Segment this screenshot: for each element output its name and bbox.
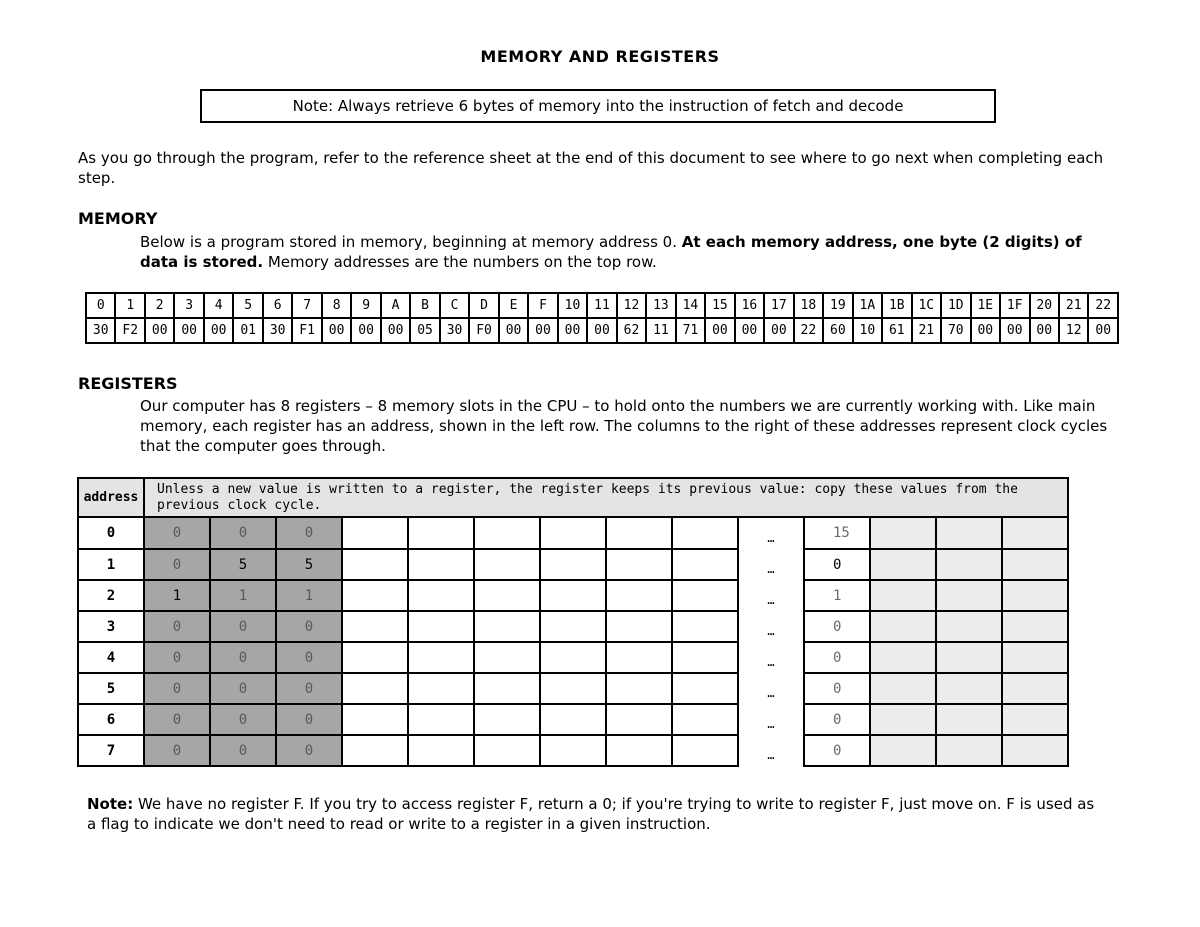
register-cycle-input[interactable] — [1002, 549, 1068, 580]
registers-table — [77, 477, 1069, 767]
register-cycle-input[interactable] — [1002, 642, 1068, 673]
register-cycle-input[interactable] — [474, 611, 540, 642]
memory-address-cell: 9 — [351, 293, 380, 318]
register-cycle-input[interactable] — [474, 642, 540, 673]
register-cycle-value: 0 — [276, 673, 342, 704]
fetch-note-box: Note: Always retrieve 6 bytes of memory into the instruction of fetch and decode — [200, 89, 996, 123]
register-cycle-input[interactable] — [342, 642, 408, 673]
memory-value-cell[interactable]: 00 — [1030, 318, 1059, 343]
register-cycle-value: 0 — [144, 517, 210, 549]
memory-value-cell[interactable]: 62 — [617, 318, 646, 343]
memory-address-cell: 4 — [204, 293, 233, 318]
memory-address-cell: 3 — [174, 293, 203, 318]
memory-address-cell: A — [381, 293, 410, 318]
register-f-note-text: We have no register F. If you try to access register F, return a 0; if you're trying to write to register F, just move on. F is used as a flag to indicate we don't need to read or write to a register in a given instruction. — [87, 795, 1095, 833]
register-cycle-input[interactable] — [474, 735, 540, 766]
memory-value-cell[interactable]: 12 — [1059, 318, 1088, 343]
memory-value-cell[interactable]: 00 — [971, 318, 1000, 343]
register-cycle-input[interactable] — [474, 580, 540, 611]
register-cycle-input[interactable] — [672, 673, 738, 704]
register-cycle-value: 0 — [144, 673, 210, 704]
register-cycle-input[interactable] — [936, 549, 1002, 580]
register-cycle-input[interactable] — [672, 642, 738, 673]
register-cycle-input[interactable] — [408, 517, 474, 549]
memory-value-cell[interactable]: 00 — [145, 318, 174, 343]
register-cycle-value: 0 — [276, 642, 342, 673]
register-cycle-input[interactable] — [672, 704, 738, 735]
register-cycle-input[interactable] — [870, 673, 936, 704]
register-cycle-input[interactable] — [672, 735, 738, 766]
register-cycle-input[interactable] — [342, 517, 408, 549]
register-cycle-input[interactable] — [342, 673, 408, 704]
memory-value-cell[interactable]: 01 — [233, 318, 262, 343]
register-cycle-input[interactable] — [936, 735, 1002, 766]
register-address: 2 — [78, 580, 144, 611]
memory-address-cell: C — [440, 293, 469, 318]
register-address: 5 — [78, 673, 144, 704]
memory-address-cell: 5 — [233, 293, 262, 318]
memory-description — [140, 232, 1110, 272]
memory-value-cell[interactable]: 30 — [86, 318, 115, 343]
register-row — [78, 517, 1068, 549]
memory-address-cell: 1C — [912, 293, 941, 318]
register-cycle-value: 1 — [210, 580, 276, 611]
register-cycle-input[interactable] — [342, 704, 408, 735]
memory-value-cell[interactable]: 00 — [381, 318, 410, 343]
memory-address-cell: E — [499, 293, 528, 318]
register-cycle-input[interactable] — [342, 580, 408, 611]
memory-address-cell: 10 — [558, 293, 587, 318]
register-row — [78, 549, 1068, 580]
memory-address-cell: 2 — [145, 293, 174, 318]
register-cycle-value: 0 — [276, 611, 342, 642]
register-cycle-input[interactable] — [606, 580, 672, 611]
memory-address-cell: 15 — [705, 293, 734, 318]
register-cycle-value: 0 — [144, 642, 210, 673]
memory-address-cell: 20 — [1030, 293, 1059, 318]
memory-desc-part1: Below is a program stored in memory, beginning at memory address 0. — [140, 233, 682, 251]
register-cycle-value: 5 — [276, 549, 342, 580]
memory-address-cell: 17 — [764, 293, 793, 318]
register-cycle-value: 0 — [210, 735, 276, 766]
register-final-value: 0 — [804, 735, 870, 766]
register-cycle-input[interactable] — [540, 580, 606, 611]
intro-paragraph: As you go through the program, refer to the reference sheet at the end of this document to see where to go next when completing each step. — [78, 149, 1104, 187]
memory-address-cell: 1 — [115, 293, 144, 318]
memory-address-cell: 13 — [646, 293, 675, 318]
memory-address-cell: 19 — [823, 293, 852, 318]
register-row — [78, 580, 1068, 611]
register-cycle-value: 0 — [210, 611, 276, 642]
memory-address-cell: 21 — [1059, 293, 1088, 318]
memory-value-cell[interactable]: 21 — [912, 318, 941, 343]
memory-value-cell[interactable]: 60 — [823, 318, 852, 343]
memory-desc-part2: Memory addresses are the numbers on the top row. — [263, 253, 657, 271]
memory-address-cell: 22 — [1088, 293, 1118, 318]
register-cycle-input[interactable] — [936, 642, 1002, 673]
registers-header-row — [78, 478, 1068, 517]
register-address: 3 — [78, 611, 144, 642]
register-cycle-input[interactable] — [606, 642, 672, 673]
register-final-value: 15 — [804, 517, 870, 549]
register-cycle-input[interactable] — [936, 611, 1002, 642]
register-cycle-input[interactable] — [870, 735, 936, 766]
page-title: MEMORY AND REGISTERS — [480, 47, 720, 66]
register-cycle-input[interactable] — [408, 611, 474, 642]
register-cycle-value: 0 — [276, 517, 342, 549]
memory-address-cell: 1A — [853, 293, 882, 318]
register-cycle-input[interactable] — [606, 517, 672, 549]
memory-address-cell: 1E — [971, 293, 1000, 318]
register-address: 0 — [78, 517, 144, 549]
ellipsis-cell: … — [738, 517, 804, 549]
registers-description: Our computer has 8 registers – 8 memory slots in the CPU – to hold onto the numbers we are currently working with. Like main memory, each register has an address, shown in the left row. The columns to the right of these addresses represent clock cycles that the computer goes through. — [140, 397, 1108, 455]
ellipsis-cell: … — [738, 549, 804, 580]
address-column-header: address — [78, 478, 144, 517]
register-cycle-input[interactable] — [606, 704, 672, 735]
register-final-value: 0 — [804, 549, 870, 580]
register-cycle-input[interactable] — [1002, 673, 1068, 704]
memory-value-cell[interactable]: F1 — [292, 318, 321, 343]
register-cycle-input[interactable] — [606, 611, 672, 642]
memory-address-cell: 11 — [587, 293, 616, 318]
memory-value-cell[interactable]: 61 — [882, 318, 911, 343]
memory-value-cell[interactable]: 00 — [705, 318, 734, 343]
memory-value-cell[interactable]: 30 — [263, 318, 292, 343]
register-cycle-input[interactable] — [672, 517, 738, 549]
memory-value-cell[interactable]: 00 — [499, 318, 528, 343]
register-cycle-input[interactable] — [606, 673, 672, 704]
memory-value-cell[interactable]: 00 — [174, 318, 203, 343]
register-cycle-input[interactable] — [408, 673, 474, 704]
register-cycle-input[interactable] — [474, 517, 540, 549]
register-address: 7 — [78, 735, 144, 766]
register-cycle-input[interactable] — [540, 517, 606, 549]
register-row — [78, 735, 1068, 766]
memory-address-cell: 1D — [941, 293, 970, 318]
register-cycle-input[interactable] — [540, 735, 606, 766]
memory-value-cell[interactable]: 70 — [941, 318, 970, 343]
memory-value-cell[interactable]: 00 — [587, 318, 616, 343]
register-cycle-input[interactable] — [342, 549, 408, 580]
ellipsis-cell: … — [738, 642, 804, 673]
register-final-value: 0 — [804, 704, 870, 735]
register-cycle-input[interactable] — [540, 549, 606, 580]
memory-address-cell: B — [410, 293, 439, 318]
register-cycle-value: 1 — [144, 580, 210, 611]
register-address: 1 — [78, 549, 144, 580]
register-cycle-value: 0 — [210, 642, 276, 673]
register-cycle-input[interactable] — [408, 549, 474, 580]
register-cycle-input[interactable] — [672, 580, 738, 611]
register-row — [78, 642, 1068, 673]
register-cycle-input[interactable] — [474, 704, 540, 735]
register-cycle-input[interactable] — [540, 611, 606, 642]
register-cycle-input[interactable] — [672, 549, 738, 580]
register-cycle-value: 1 — [276, 580, 342, 611]
register-cycle-input[interactable] — [870, 642, 936, 673]
register-final-value: 1 — [804, 580, 870, 611]
ellipsis-cell: … — [738, 704, 804, 735]
memory-address-cell: 12 — [617, 293, 646, 318]
register-cycle-input[interactable] — [342, 611, 408, 642]
memory-value-cell[interactable]: 00 — [764, 318, 793, 343]
register-row — [78, 704, 1068, 735]
register-cycle-input[interactable] — [936, 673, 1002, 704]
memory-address-cell: 18 — [794, 293, 823, 318]
memory-value-cell[interactable]: 00 — [558, 318, 587, 343]
memory-value-cell[interactable]: 00 — [528, 318, 557, 343]
register-row — [78, 611, 1068, 642]
memory-table — [85, 292, 1119, 344]
memory-value-cell[interactable]: 00 — [735, 318, 764, 343]
register-address: 6 — [78, 704, 144, 735]
register-cycle-input[interactable] — [672, 611, 738, 642]
register-cycle-input[interactable] — [936, 580, 1002, 611]
register-cycle-input[interactable] — [606, 735, 672, 766]
register-cycle-input[interactable] — [474, 673, 540, 704]
register-cycle-input[interactable] — [1002, 611, 1068, 642]
register-cycle-input[interactable] — [540, 673, 606, 704]
register-cycle-value: 0 — [144, 611, 210, 642]
register-cycle-value: 0 — [144, 549, 210, 580]
memory-value-cell[interactable]: F2 — [115, 318, 144, 343]
memory-address-cell: 16 — [735, 293, 764, 318]
memory-address-cell: 6 — [263, 293, 292, 318]
register-cycle-input[interactable] — [936, 517, 1002, 549]
memory-value-cell[interactable]: 30 — [440, 318, 469, 343]
register-cycle-input[interactable] — [606, 549, 672, 580]
memory-value-cell[interactable]: 05 — [410, 318, 439, 343]
memory-address-cell: 8 — [322, 293, 351, 318]
register-final-value: 0 — [804, 642, 870, 673]
ellipsis-cell: … — [738, 611, 804, 642]
register-cycle-input[interactable] — [408, 704, 474, 735]
memory-address-cell: 1B — [882, 293, 911, 318]
register-cycle-value: 5 — [210, 549, 276, 580]
memory-address-cell: D — [469, 293, 498, 318]
ellipsis-cell: … — [738, 735, 804, 766]
register-cycle-input[interactable] — [474, 549, 540, 580]
memory-value-cell[interactable]: 71 — [676, 318, 705, 343]
register-cycle-value: 0 — [210, 517, 276, 549]
ellipsis-cell: … — [738, 580, 804, 611]
register-final-value: 0 — [804, 673, 870, 704]
register-cycle-value: 0 — [210, 673, 276, 704]
register-cycle-input[interactable] — [870, 611, 936, 642]
register-f-note-label: Note: — [87, 795, 134, 813]
memory-value-cell[interactable]: 00 — [204, 318, 233, 343]
register-cycle-input[interactable] — [870, 549, 936, 580]
register-cycle-input[interactable] — [408, 735, 474, 766]
memory-value-cell[interactable]: 10 — [853, 318, 882, 343]
register-cycle-input[interactable] — [1002, 735, 1068, 766]
memory-value-cell[interactable]: 00 — [1000, 318, 1029, 343]
register-cycle-input[interactable] — [342, 735, 408, 766]
register-cycle-input[interactable] — [1002, 517, 1068, 549]
register-cycle-value: 0 — [210, 704, 276, 735]
memory-address-row — [86, 293, 1118, 318]
registers-heading: REGISTERS — [78, 374, 178, 393]
memory-value-cell[interactable]: 00 — [1088, 318, 1118, 343]
register-final-value: 0 — [804, 611, 870, 642]
memory-address-cell: 1F — [1000, 293, 1029, 318]
register-cycle-value: 0 — [276, 704, 342, 735]
register-cycle-input[interactable] — [408, 580, 474, 611]
memory-heading: MEMORY — [78, 209, 158, 228]
register-cycle-value: 0 — [276, 735, 342, 766]
memory-value-cell[interactable]: 00 — [351, 318, 380, 343]
memory-address-cell: 7 — [292, 293, 321, 318]
register-cycle-input[interactable] — [540, 642, 606, 673]
register-cycle-input[interactable] — [870, 704, 936, 735]
register-cycle-input[interactable] — [936, 704, 1002, 735]
register-cycle-input[interactable] — [870, 517, 936, 549]
register-row — [78, 673, 1068, 704]
register-cycle-value: 0 — [144, 704, 210, 735]
register-cycle-input[interactable] — [408, 642, 474, 673]
register-cycle-value: 0 — [144, 735, 210, 766]
register-cycle-input[interactable] — [1002, 704, 1068, 735]
memory-desc-bold: At each memory address, one byte (2 digits) of data is stored. — [140, 233, 1082, 271]
memory-value-cell[interactable]: F0 — [469, 318, 498, 343]
register-f-note — [87, 794, 1107, 834]
memory-value-row — [86, 318, 1118, 343]
register-cycle-input[interactable] — [1002, 580, 1068, 611]
memory-value-cell[interactable]: 11 — [646, 318, 675, 343]
ellipsis-cell: … — [738, 673, 804, 704]
memory-value-cell[interactable]: 00 — [322, 318, 351, 343]
memory-value-cell[interactable]: 22 — [794, 318, 823, 343]
memory-address-cell: F — [528, 293, 557, 318]
memory-address-cell: 0 — [86, 293, 115, 318]
register-cycle-input[interactable] — [870, 580, 936, 611]
register-cycle-input[interactable] — [540, 704, 606, 735]
registers-copy-note: Unless a new value is written to a register, the register keeps its previous value: copy these values from the previous clock cycle. — [144, 478, 1068, 517]
memory-address-cell: 14 — [676, 293, 705, 318]
register-address: 4 — [78, 642, 144, 673]
